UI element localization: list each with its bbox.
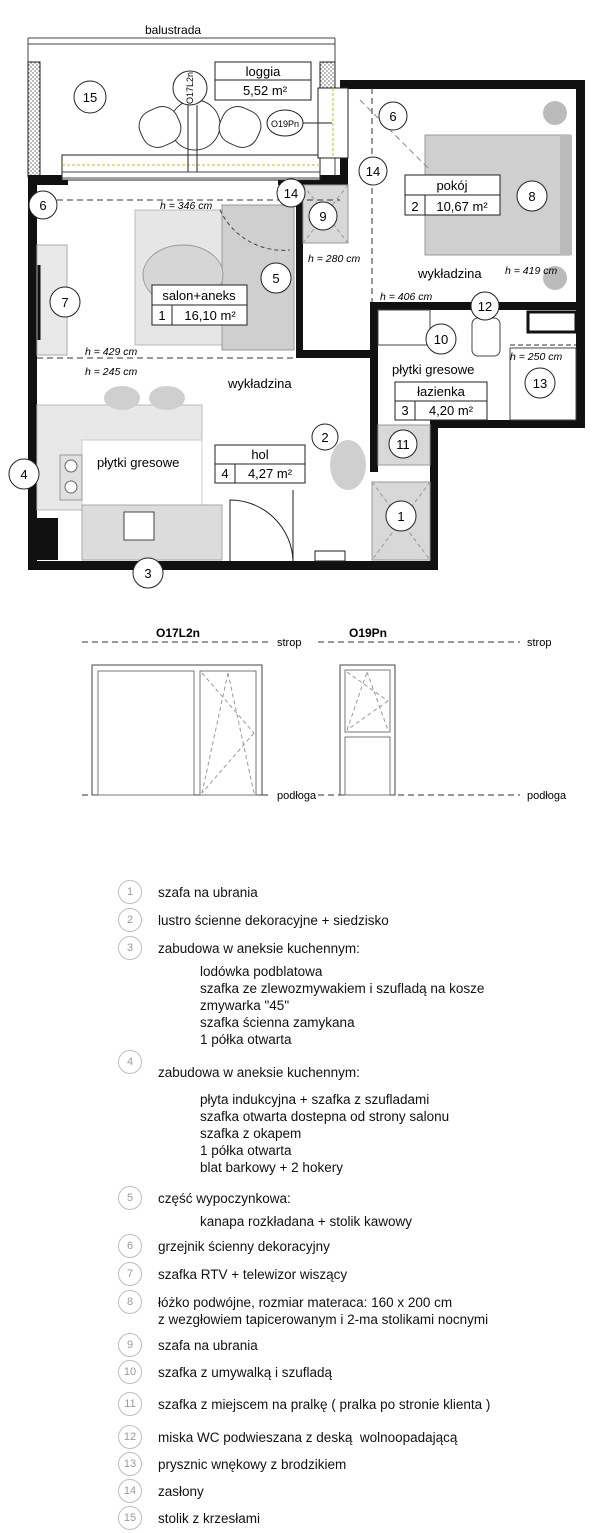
marker-12 bbox=[471, 292, 499, 320]
marker-7 bbox=[50, 287, 80, 317]
svg-text:14: 14 bbox=[365, 164, 381, 179]
svg-text:8: 8 bbox=[528, 189, 536, 204]
svg-text:3: 3 bbox=[144, 566, 152, 581]
floor-label-salon: wykładzina bbox=[228, 376, 292, 391]
legend-subitem: szafka ścienna zamykana bbox=[200, 1015, 355, 1030]
mirror-seat bbox=[330, 440, 366, 490]
legend-subitem: płyta indukcyjna + szafka z szufladami bbox=[200, 1092, 430, 1107]
door-threshold bbox=[315, 551, 345, 561]
legend-number: 8 bbox=[118, 1290, 142, 1314]
room-loggia-area: 5,52 m² bbox=[242, 83, 288, 98]
floor-label-kitchen: płytki gresowe bbox=[97, 455, 180, 470]
legend-number: 5 bbox=[118, 1186, 142, 1210]
nightstand-1 bbox=[543, 101, 567, 125]
legend-text: szafa na ubrania bbox=[158, 885, 258, 900]
legend-text: łóżko podwójne, rozmiar materaca: 160 x 200 cm bbox=[158, 1295, 453, 1310]
svg-text:6: 6 bbox=[39, 198, 47, 213]
svg-text:10: 10 bbox=[433, 332, 449, 347]
svg-text:9: 9 bbox=[319, 209, 327, 224]
height-429: h = 429 cm bbox=[85, 346, 138, 358]
legend-text: miska WC podwieszana z deską wolnoopadającą bbox=[158, 1430, 458, 1445]
legend-text: szafka RTV + telewizor wiszący bbox=[158, 1267, 348, 1282]
svg-text:2: 2 bbox=[321, 430, 329, 445]
legend-number: 11 bbox=[118, 1392, 142, 1416]
wall-bath-left bbox=[370, 302, 378, 472]
legend-subitem: szafka ze zlewozmywakiem i szufladą na kosze bbox=[200, 981, 485, 996]
bed-headboard bbox=[560, 135, 572, 255]
marker-11 bbox=[389, 430, 417, 458]
legend-text: prysznic wnękowy z brodzikiem bbox=[158, 1457, 347, 1472]
wall-bath-far bbox=[576, 330, 585, 428]
height-280: h = 280 cm bbox=[308, 253, 361, 265]
ceiling-label-1: strop bbox=[277, 637, 302, 649]
legend-text: szafka z umywalką i szufladą bbox=[158, 1365, 333, 1380]
marker-2 bbox=[312, 424, 338, 450]
svg-text:12: 12 bbox=[477, 299, 493, 314]
legend-number: 13 bbox=[118, 1452, 142, 1476]
marker-9 bbox=[309, 202, 337, 230]
legend-subitem: lodówka podblatowa bbox=[200, 964, 323, 979]
ceiling-label-2: strop bbox=[527, 637, 552, 649]
room-hol-area: 4,27 m² bbox=[247, 466, 293, 481]
legend-subitem: z wezgłowiem tapicerowanym i 2-ma stolikami nocnymi bbox=[158, 1312, 489, 1327]
marker-1 bbox=[386, 501, 416, 531]
height-346: h = 346 cm bbox=[160, 200, 213, 212]
floor-label-bath: płytki gresowe bbox=[392, 362, 475, 377]
balustrada-label: balustrada bbox=[145, 23, 202, 37]
legend-text: zasłony bbox=[158, 1484, 204, 1499]
svg-text:11: 11 bbox=[396, 437, 410, 452]
legend-number: 4 bbox=[118, 1050, 142, 1074]
legend-text: szafka z miejscem na pralkę ( pralka po stronie klienta ) bbox=[158, 1397, 491, 1412]
wall-right bbox=[576, 80, 585, 335]
legend-subitem: 1 półka otwarta bbox=[200, 1143, 292, 1158]
wall-bath-bottom bbox=[430, 420, 585, 428]
wall-left bbox=[28, 175, 37, 570]
window-tag-o19-text: O19Pn bbox=[270, 119, 300, 129]
legend-number: 2 bbox=[118, 908, 142, 932]
legend-subitem: zmywarka "45" bbox=[200, 998, 290, 1013]
wall-bath-right bbox=[430, 420, 438, 570]
wall-top-right bbox=[340, 80, 585, 89]
legend-text: stolik z krzesłami bbox=[158, 1511, 261, 1526]
loggia-wall-left bbox=[28, 62, 40, 177]
height-419: h = 419 cm bbox=[505, 265, 558, 277]
corner-block-2 bbox=[528, 312, 576, 332]
marker-15 bbox=[74, 81, 106, 113]
marker-14-bedroom bbox=[359, 157, 387, 185]
loggia-window bbox=[62, 155, 320, 180]
wall-inner-vert bbox=[296, 185, 303, 355]
legend-number: 10 bbox=[118, 1360, 142, 1384]
marker-8 bbox=[517, 181, 547, 211]
stool-1 bbox=[104, 386, 140, 410]
chair-right bbox=[214, 101, 266, 152]
room-lazienka-num: 3 bbox=[401, 403, 409, 418]
legend-text: szafa na ubrania bbox=[158, 1338, 258, 1353]
marker-14-living bbox=[277, 179, 305, 207]
room-pokoj-name: pokój bbox=[436, 178, 468, 193]
stool-2 bbox=[149, 386, 185, 410]
marker-13 bbox=[525, 368, 555, 398]
room-hol-name: hol bbox=[251, 447, 269, 462]
vanity bbox=[378, 310, 430, 345]
floor-label-pokoj: wykładzina bbox=[418, 266, 482, 281]
marker-10 bbox=[426, 324, 456, 354]
marker-5 bbox=[261, 263, 291, 293]
legend-subitem: blat barkowy + 2 hokery bbox=[200, 1160, 343, 1175]
legend-number: 6 bbox=[118, 1234, 142, 1258]
legend-number: 1 bbox=[118, 880, 142, 904]
marker-3 bbox=[133, 558, 163, 588]
legend-text: część wypoczynkowa: bbox=[158, 1191, 291, 1206]
height-250: h = 250 cm bbox=[510, 351, 563, 363]
kitchen-inner bbox=[82, 440, 202, 505]
room-lazienka-area: 4,20 m² bbox=[428, 403, 474, 418]
room-lazienka-name: łazienka bbox=[417, 384, 465, 399]
floor-plan bbox=[0, 0, 600, 600]
room-pokoj-num: 2 bbox=[411, 199, 419, 214]
svg-text:1: 1 bbox=[397, 509, 405, 524]
marker-4 bbox=[9, 459, 39, 489]
svg-text:13: 13 bbox=[532, 376, 548, 391]
elevation-title-o19: O19Pn bbox=[348, 626, 388, 640]
legend-number: 12 bbox=[118, 1425, 142, 1449]
legend-text: zabudowa w aneksie kuchennym: bbox=[158, 1065, 360, 1080]
window-tag-o17-text: O17L2n bbox=[185, 71, 195, 105]
legend-number: 14 bbox=[118, 1479, 142, 1503]
legend-subitem: szafka otwarta dostepna od strony salonu bbox=[200, 1109, 450, 1124]
legend-text: zabudowa w aneksie kuchennym: bbox=[158, 941, 360, 956]
legend-number: 9 bbox=[118, 1333, 142, 1357]
marker-6-bedroom bbox=[379, 102, 407, 130]
legend-subitem: kanapa rozkładana + stolik kawowy bbox=[200, 1214, 412, 1229]
floor-label-2: podłoga bbox=[527, 790, 567, 802]
wc bbox=[472, 318, 500, 356]
legend-text: grzejnik ścienny dekoracyjny bbox=[158, 1239, 330, 1254]
room-salon-name: salon+aneks bbox=[162, 288, 236, 303]
room-hol-num: 4 bbox=[221, 466, 229, 481]
legend-subitem: 1 półka otwarta bbox=[200, 1032, 292, 1047]
room-loggia-name: loggia bbox=[245, 64, 281, 79]
marker-6-living bbox=[29, 191, 57, 219]
window-elevations bbox=[0, 615, 600, 825]
svg-text:15: 15 bbox=[82, 90, 98, 105]
corner-block bbox=[36, 518, 58, 560]
legend-text: lustro ścienne dekoracyjne + siedzisko bbox=[158, 913, 389, 928]
wall-bottom bbox=[28, 561, 436, 570]
sink bbox=[124, 512, 154, 540]
elevation-title-o17: O17L2n bbox=[155, 626, 201, 640]
wall-inner-horiz bbox=[296, 350, 376, 358]
svg-text:6: 6 bbox=[389, 109, 397, 124]
legend-subitem: szafka z okapem bbox=[200, 1126, 302, 1141]
height-245: h = 245 cm bbox=[85, 366, 138, 378]
legend-number: 7 bbox=[118, 1262, 142, 1286]
svg-text:4: 4 bbox=[20, 467, 28, 482]
svg-text:5: 5 bbox=[272, 271, 280, 286]
svg-text:7: 7 bbox=[61, 295, 69, 310]
floor-label-1: podłoga bbox=[277, 790, 317, 802]
legend-number: 15 bbox=[118, 1506, 142, 1530]
room-pokoj-area: 10,67 m² bbox=[436, 199, 488, 214]
svg-text:14: 14 bbox=[283, 186, 299, 201]
height-406: h = 406 cm bbox=[380, 291, 433, 303]
room-salon-area: 16,10 m² bbox=[184, 308, 236, 323]
room-salon-num: 1 bbox=[158, 308, 166, 323]
legend-number: 3 bbox=[118, 936, 142, 960]
